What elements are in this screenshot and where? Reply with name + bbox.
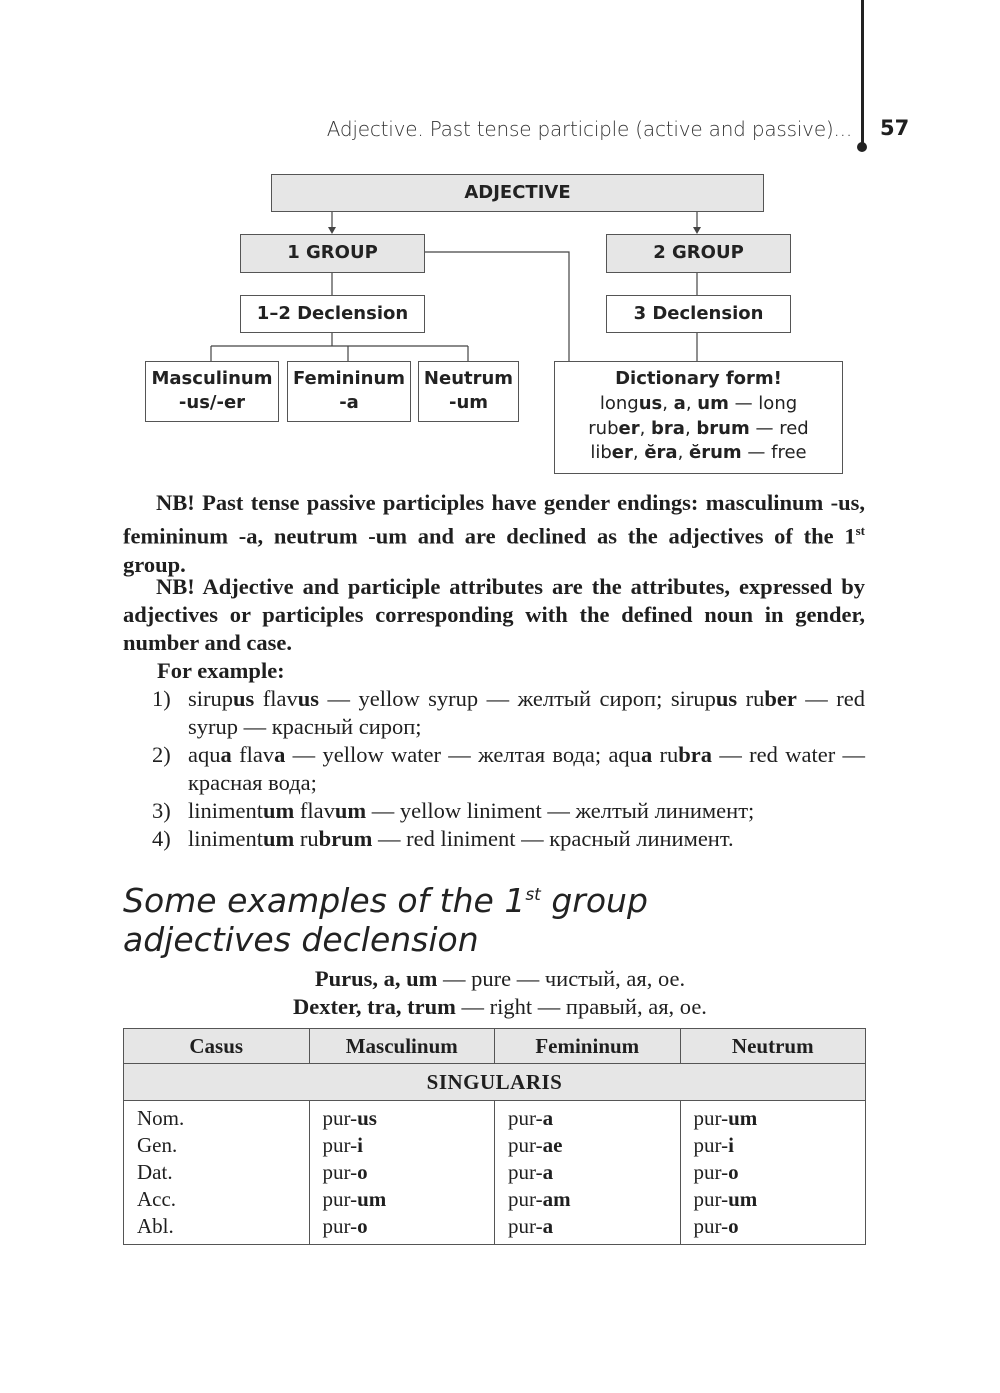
group1-label: 1 GROUP [287,242,378,264]
nb1-superscript: st [855,523,865,538]
table-cell [694,1213,853,1240]
list-item-number: 2) [152,742,171,767]
dict-separator: , [662,392,674,414]
declension12-box [240,295,425,333]
example-ending: a [274,742,286,767]
dict-separator: , [639,417,652,439]
dict-stem: long [599,392,639,414]
table-cell [694,1132,853,1159]
example-text: flav [254,686,298,711]
cell-stem: pur- [508,1133,543,1157]
masculinum-ending: -us/-er [178,392,246,414]
cell-ending: a [542,1160,554,1184]
group2-label: 2 GROUP [653,242,744,264]
list-item [152,685,865,741]
caption-purus-term: Purus, a, um [314,966,438,991]
header-femininum: Femininum [495,1029,681,1064]
cell-stem: pur- [508,1187,543,1211]
case-label: Nom. [137,1106,185,1130]
dictionary-form-row [555,417,842,442]
example-ending: us [715,686,738,711]
example-text: ru [294,826,319,851]
dict-stem: rub [588,417,619,439]
dictionary-form-row [555,441,842,466]
running-title: Adjective. Past tense participle (active and passive)... [326,117,852,141]
cell-ending: um [728,1106,758,1130]
example-text: liniment [188,826,263,851]
table-cell [508,1132,667,1159]
dict-ending: um [697,392,729,414]
femininum-column [495,1101,681,1245]
example-text: flav [231,742,275,767]
masculinum-box [145,361,279,422]
femininum-label: Femininum [292,368,406,389]
dict-separator: , [684,417,697,439]
table-cell [323,1105,482,1132]
cell-ending: um [357,1187,387,1211]
cell-stem: pur- [322,1214,358,1238]
cell-ending: ae [542,1133,563,1157]
for-example-label [157,657,857,685]
declension12-label: 1–2 Declension [256,302,409,324]
cell-ending: o [357,1214,368,1238]
adjective-diagram [0,0,1000,490]
list-item-number: 1) [152,686,171,711]
dict-separator: , [685,392,698,414]
example-ending: us [233,686,255,711]
example-text: sirup [188,686,233,711]
case-label: Acc. [137,1187,177,1211]
table-cell [694,1159,853,1186]
nb2-text: NB! Adjective and participle attributes are the attributes, expressed by adjectives or participles corresponding with the defined noun in gender, number and case. [123,574,865,655]
table-header-row [124,1029,866,1064]
table-cell [323,1213,482,1240]
nb-attributes-paragraph [123,573,865,657]
cell-ending: um [728,1187,758,1211]
cell-stem: pur- [322,1187,358,1211]
example-text: — red syrup — красный сироп; [188,686,865,739]
list-item-number: 4) [152,826,171,851]
example-ending: us [297,686,320,711]
header-masculinum: Masculinum [309,1029,495,1064]
example-ending: ber [764,686,797,711]
adjective-box [271,174,764,212]
case-label: Dat. [137,1160,173,1184]
dict-ending: er [611,442,633,464]
section-title-line1: Some examples of the 1 [123,881,526,920]
cell-stem: pur- [508,1214,543,1238]
cell-stem: pur- [322,1133,358,1157]
cell-ending: o [357,1160,368,1184]
example-ending: a [640,742,653,767]
neutrum-label: Neutrum [423,368,514,389]
table-cell [323,1186,482,1213]
cell-stem: pur- [693,1214,729,1238]
example-list [152,685,865,853]
singularis-band [124,1064,866,1101]
cell-stem: pur- [508,1106,543,1130]
cell-ending: a [542,1214,554,1238]
list-item-number: 3) [152,798,171,823]
dictionary-form-title: Dictionary form! [615,368,782,389]
cell-ending: i [357,1133,363,1157]
case-label: Gen. [137,1133,178,1157]
masculinum-label: Masculinum [151,368,273,389]
cell-stem: pur- [693,1160,729,1184]
header-casus: Casus [124,1029,310,1064]
neutrum-ending: -um [448,392,489,414]
group2-box [606,234,791,273]
femininum-ending: -a [339,392,359,414]
declension-table [123,1028,866,1245]
masculinum-column [309,1101,495,1245]
example-text: — yellow liniment — желтый линимент; [366,798,755,823]
table-cell [694,1186,853,1213]
example-ending: bra [678,742,713,767]
caption-dexter-term: Dexter, tra, trum [293,994,456,1019]
cell-ending: i [728,1133,734,1157]
list-item [152,741,865,797]
list-item [152,797,865,825]
dict-ending: er [618,417,640,439]
cell-stem: pur- [693,1133,729,1157]
dict-ending: a [673,392,686,414]
cell-stem: pur- [693,1106,729,1130]
dictionary-form-box [554,361,843,474]
cell-ending: us [357,1106,377,1130]
dictionary-form-rows [555,392,842,466]
example-text: — red water — красная вода; [188,742,866,795]
dict-ending: brum [696,417,750,439]
caption-purus [0,966,1000,992]
example-text: flav [294,798,335,823]
example-text: liniment [188,798,263,823]
cell-ending: o [728,1160,739,1184]
caption-dexter-gloss: — right — правый, ая, ое. [455,994,707,1019]
cell-ending: a [542,1106,554,1130]
example-text: ru [737,686,765,711]
dict-ending: us [638,392,663,414]
section-title-line2: adjectives declension [123,920,479,959]
table-cell [694,1105,853,1132]
dict-gloss: — red [749,417,809,439]
example-ending: um [263,826,295,851]
table-cell [323,1132,482,1159]
caption-dexter [0,994,1000,1020]
neutrum-column [680,1101,866,1245]
dict-gloss: — free [741,442,807,464]
example-text: — yellow syrup — желтый сироп; sirup [319,686,716,711]
section-title [123,876,648,959]
cases-column [124,1101,310,1245]
section-title-line1-end: group [540,881,648,920]
declension3-box [606,295,791,333]
example-ending: brum [318,826,373,851]
declension3-label: 3 Declension [633,302,764,324]
dict-gloss: — long [728,392,798,414]
neutrum-box [418,361,519,422]
dict-separator: , [632,442,645,464]
adjective-label: ADJECTIVE [464,181,571,203]
nb1-text-end: group. [123,551,186,577]
example-text: — yellow water — желтая вода; aqu [285,742,641,767]
caption-purus-gloss: — pure — чистый, ая, ое. [437,966,686,991]
header-neutrum: Neutrum [680,1029,866,1064]
table-cell [508,1213,667,1240]
list-item [152,825,865,853]
dict-ending: bra [651,417,685,439]
table-cell [508,1186,667,1213]
dict-stem: lib [590,442,612,464]
cell-ending: am [542,1187,571,1211]
nb-participles-paragraph [123,489,865,579]
example-text: — red liniment — красный линимент. [372,826,734,851]
singularis-label: SINGULARIS [124,1064,866,1101]
for-example-text: For example: [157,658,285,683]
table-body-row [124,1101,866,1245]
cell-stem: pur- [322,1160,358,1184]
example-ending: a [220,742,232,767]
dict-ending: ĕra [644,442,678,464]
dict-separator: , [677,442,690,464]
table-cell [508,1105,667,1132]
femininum-box [287,361,411,422]
nb1-text: NB! Past tense passive participles have gender endings: masculinum -us, femininum -a, neutrum -um and are declined as the adjectives of the 1 [123,490,865,549]
cell-stem: pur- [508,1160,543,1184]
example-ending: um [334,798,367,823]
dict-ending: ĕrum [689,442,742,464]
example-text: ru [652,742,679,767]
example-text: aqu [188,742,221,767]
page-number: 57 [880,116,910,140]
case-label: Abl. [137,1214,174,1238]
dictionary-form-row [555,392,842,417]
table-cell [323,1159,482,1186]
section-title-superscript: st [525,885,541,905]
group1-box [240,234,425,273]
cell-stem: pur- [322,1106,358,1130]
cell-ending: o [728,1214,739,1238]
cell-stem: pur- [693,1187,729,1211]
example-ending: um [263,798,295,823]
table-cell [508,1159,667,1186]
